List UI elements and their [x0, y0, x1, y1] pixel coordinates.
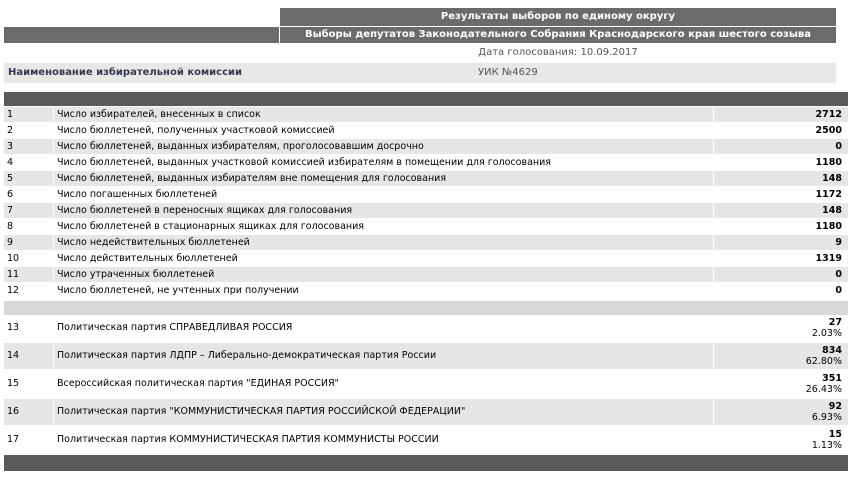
row-label: Число бюллетеней, полученных участковой комиссией: [54, 123, 714, 138]
row-label: Число погашенных бюллетеней: [54, 187, 714, 202]
party-name: Политическая партия КОММУНИСТИЧЕСКАЯ ПАРТИЯ КОММУНИСТЫ РОССИИ: [54, 427, 714, 453]
row-label: Число бюллетеней в стационарных ящиках для голосования: [54, 219, 714, 234]
party-votes: 27: [828, 317, 842, 328]
row-label: Число избирателей, внесенных в список: [54, 107, 714, 122]
party-votes: 834: [822, 345, 842, 356]
row-number: 11: [4, 267, 54, 282]
table-row: [4, 187, 848, 203]
party-name: Политическая партия "КОММУНИСТИЧЕСКАЯ ПАРТИЯ РОССИЙСКОЙ ФЕДЕРАЦИИ": [54, 399, 714, 425]
row-label: Число действительных бюллетеней: [54, 251, 714, 266]
row-label: Число бюллетеней, выданных избирателям вне помещения для голосования: [54, 171, 714, 186]
vote-date: [280, 44, 836, 62]
row-value: 2500: [815, 125, 842, 136]
table-row: [4, 235, 848, 251]
row-value: 1172: [815, 189, 842, 200]
row-number: 7: [4, 203, 54, 218]
table-row: [4, 107, 848, 123]
row-value: 0: [835, 141, 842, 152]
commission-row: [4, 63, 836, 83]
commission-value[interactable]: УИК №4629: [478, 67, 538, 78]
results-table: [4, 107, 848, 455]
vote-date-value: 10.09.2017: [580, 47, 638, 58]
table-row: [4, 155, 848, 171]
party-row: [4, 315, 848, 343]
results-title: Результаты выборов по единому округу: [280, 8, 836, 26]
table-row: [4, 267, 848, 283]
row-number: 9: [4, 235, 54, 250]
section-separator: [4, 301, 848, 315]
row-value: 0: [835, 285, 842, 296]
party-result: [714, 371, 848, 397]
row-number: 17: [4, 427, 54, 453]
party-row: [4, 371, 848, 399]
party-row: [4, 427, 848, 455]
party-percent: 6.93%: [811, 412, 842, 423]
table-row: [4, 203, 848, 219]
row-value: 1180: [815, 157, 842, 168]
party-name: Политическая партия ЛДПР – Либерально-демократическая партия России: [54, 343, 714, 369]
vote-date-label: Дата голосования:: [478, 47, 578, 58]
party-result: [714, 343, 848, 369]
row-number: 5: [4, 171, 54, 186]
row-value: 9: [835, 237, 842, 248]
party-percent: 26.43%: [805, 384, 842, 395]
row-number: 2: [4, 123, 54, 138]
party-votes: 92: [828, 401, 842, 412]
row-label: Число бюллетеней в переносных ящиках для голосования: [54, 203, 714, 218]
party-votes: 15: [828, 429, 842, 440]
row-number: 6: [4, 187, 54, 202]
party-percent: 1.13%: [811, 440, 842, 451]
row-value: 1319: [815, 253, 842, 264]
party-result: [714, 399, 848, 425]
row-label: Число бюллетеней, выданных избирателям, проголосовавшим досрочно: [54, 139, 714, 154]
header-left-band: [4, 27, 279, 43]
party-row: [4, 343, 848, 371]
election-subtitle: Выборы депутатов Законодательного Собрания Краснодарского края шестого созыва: [280, 27, 836, 43]
row-number: 1: [4, 107, 54, 122]
row-value: 148: [822, 205, 842, 216]
row-label: Число недействительных бюллетеней: [54, 235, 714, 250]
row-number: 4: [4, 155, 54, 170]
table-row: [4, 219, 848, 235]
party-name: Политическая партия СПРАВЕДЛИВАЯ РОССИЯ: [54, 315, 714, 341]
row-label: Число бюллетеней, не учтенных при получении: [54, 283, 714, 298]
table-row: [4, 171, 848, 187]
party-votes: 351: [822, 373, 842, 384]
row-number: 16: [4, 399, 54, 425]
row-number: 8: [4, 219, 54, 234]
row-label: Число бюллетеней, выданных участковой комиссией избирателям в помещении для голосования: [54, 155, 714, 170]
row-number: 15: [4, 371, 54, 397]
row-value: 148: [822, 173, 842, 184]
table-footer-bar: [4, 455, 848, 471]
row-number: 10: [4, 251, 54, 266]
table-row: [4, 123, 848, 139]
table-header-bar: [4, 92, 848, 106]
row-label: Число утраченных бюллетеней: [54, 267, 714, 282]
table-row: [4, 251, 848, 267]
row-number: 14: [4, 343, 54, 369]
table-row: [4, 283, 848, 299]
party-percent: 2.03%: [811, 328, 842, 339]
party-result: [714, 315, 848, 341]
row-number: 12: [4, 283, 54, 298]
row-value: 0: [835, 269, 842, 280]
row-value: 1180: [815, 221, 842, 232]
party-name: Всероссийская политическая партия "ЕДИНАЯ РОССИЯ": [54, 371, 714, 397]
party-row: [4, 399, 848, 427]
row-number: 13: [4, 315, 54, 341]
row-number: 3: [4, 139, 54, 154]
party-result: [714, 427, 848, 453]
commission-label: Наименование избирательной комиссии: [8, 67, 243, 78]
party-percent: 62.80%: [805, 356, 842, 367]
row-value: 2712: [815, 109, 842, 120]
table-row: [4, 139, 848, 155]
